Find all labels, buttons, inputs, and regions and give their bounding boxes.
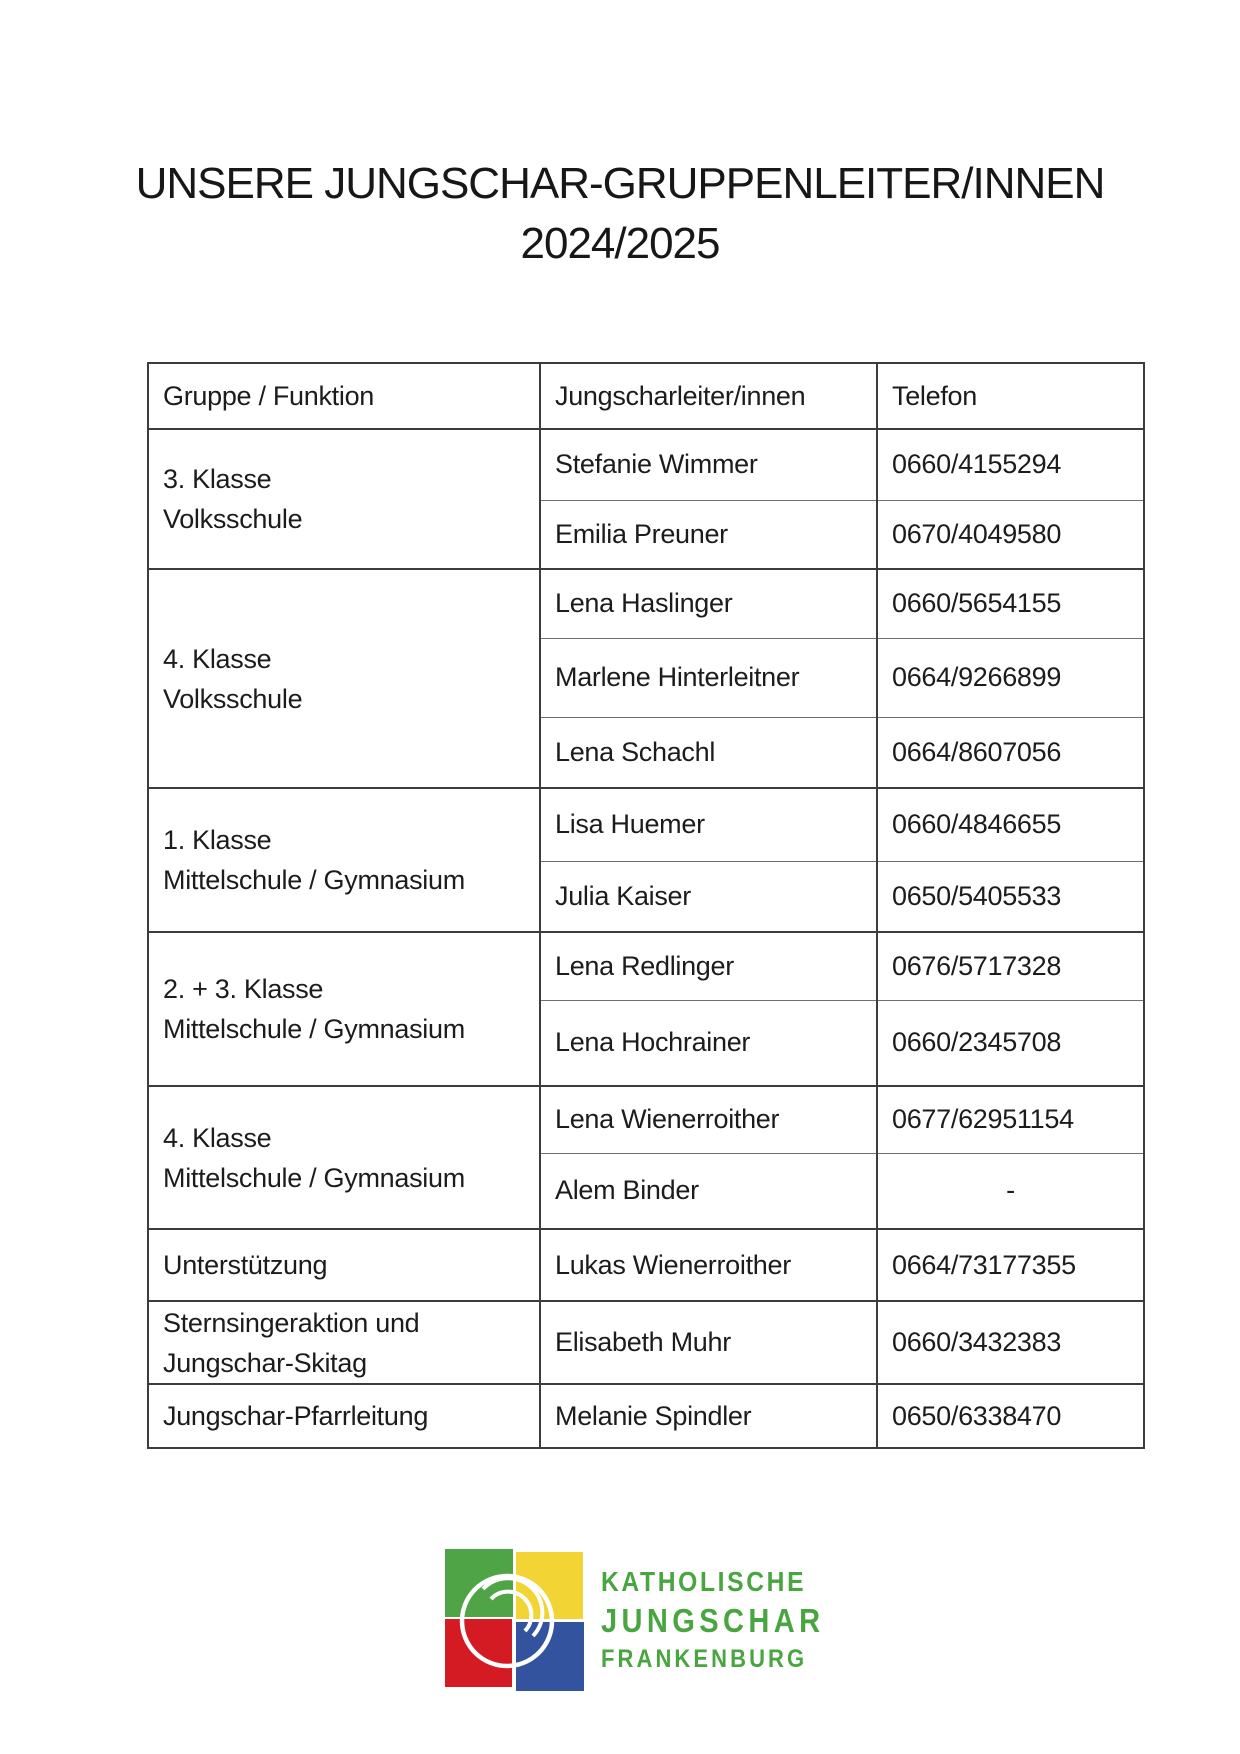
col-header-leader: Jungscharleiter/innen — [540, 363, 877, 429]
leader-phone: 0650/6338470 — [877, 1384, 1144, 1448]
leader-name: Elisabeth Muhr — [540, 1301, 877, 1384]
leader-phone: 0670/4049580 — [877, 500, 1144, 569]
leader-phone: 0664/73177355 — [877, 1229, 1144, 1301]
leader-phone: 0664/8607056 — [877, 717, 1144, 788]
group-label: 4. Klasse Mittelschule / Gymnasium — [148, 1086, 540, 1229]
page-title-line2: 2024/2025 — [520, 219, 720, 268]
table-row — [148, 1384, 1144, 1448]
col-header-group: Gruppe / Funktion — [148, 363, 540, 429]
table-row — [148, 788, 1144, 861]
leaders-table-wrap — [147, 362, 1145, 1449]
group-label: Sternsingeraktion und Jungschar-Skitag — [148, 1301, 540, 1384]
group-label: Unterstützung — [148, 1229, 540, 1301]
leader-phone: 0660/4846655 — [877, 788, 1144, 861]
group-label: Jungschar-Pfarrleitung — [148, 1384, 540, 1448]
jungschar-logo — [443, 1547, 855, 1695]
leader-phone: 0660/2345708 — [877, 1000, 1144, 1086]
jungschar-logo-text — [601, 1547, 825, 1677]
leader-phone: 0676/5717328 — [877, 932, 1144, 1000]
leader-phone: 0660/5654155 — [877, 569, 1144, 638]
logo-text-line3: FRANKENBURG — [601, 1645, 808, 1673]
logo-text-line2: JUNGSCHAR — [601, 1602, 825, 1639]
table-row — [148, 932, 1144, 1000]
group-label: 4. Klasse Volksschule — [148, 569, 540, 788]
leader-name: Emilia Preuner — [540, 500, 877, 569]
table-row — [148, 1301, 1144, 1384]
table-row — [148, 569, 1144, 638]
group-label: 1. Klasse Mittelschule / Gymnasium — [148, 788, 540, 932]
leader-name: Alem Binder — [540, 1153, 877, 1229]
table-row — [148, 429, 1144, 500]
group-label: 2. + 3. Klasse Mittelschule / Gymnasium — [148, 932, 540, 1086]
leader-phone: 0660/3432383 — [877, 1301, 1144, 1384]
leader-name: Lena Redlinger — [540, 932, 877, 1000]
logo-text-line1: KATHOLISCHE — [601, 1566, 807, 1597]
leader-name: Stefanie Wimmer — [540, 429, 877, 500]
jungschar-logo-mark — [443, 1547, 585, 1695]
leader-phone: - — [877, 1153, 1144, 1229]
leader-name: Lena Schachl — [540, 717, 877, 788]
page-title — [0, 154, 1240, 274]
table-row — [148, 1229, 1144, 1301]
leader-name: Julia Kaiser — [540, 861, 877, 932]
leader-name: Marlene Hinterleitner — [540, 638, 877, 717]
leader-name: Lisa Huemer — [540, 788, 877, 861]
leader-phone: 0664/9266899 — [877, 638, 1144, 717]
leader-name: Melanie Spindler — [540, 1384, 877, 1448]
table-row — [148, 1086, 1144, 1153]
leader-name: Lukas Wienerroither — [540, 1229, 877, 1301]
leader-phone: 0677/62951154 — [877, 1086, 1144, 1153]
table-header-row — [148, 363, 1144, 429]
page-title-line1: UNSERE JUNGSCHAR-GRUPPENLEITER/INNEN — [135, 159, 1105, 208]
leaders-table — [147, 362, 1145, 1449]
col-header-phone: Telefon — [877, 363, 1144, 429]
leader-phone: 0660/4155294 — [877, 429, 1144, 500]
group-label: 3. Klasse Volksschule — [148, 429, 540, 569]
leader-name: Lena Haslinger — [540, 569, 877, 638]
leader-name: Lena Hochrainer — [540, 1000, 877, 1086]
leader-name: Lena Wienerroither — [540, 1086, 877, 1153]
leader-phone: 0650/5405533 — [877, 861, 1144, 932]
